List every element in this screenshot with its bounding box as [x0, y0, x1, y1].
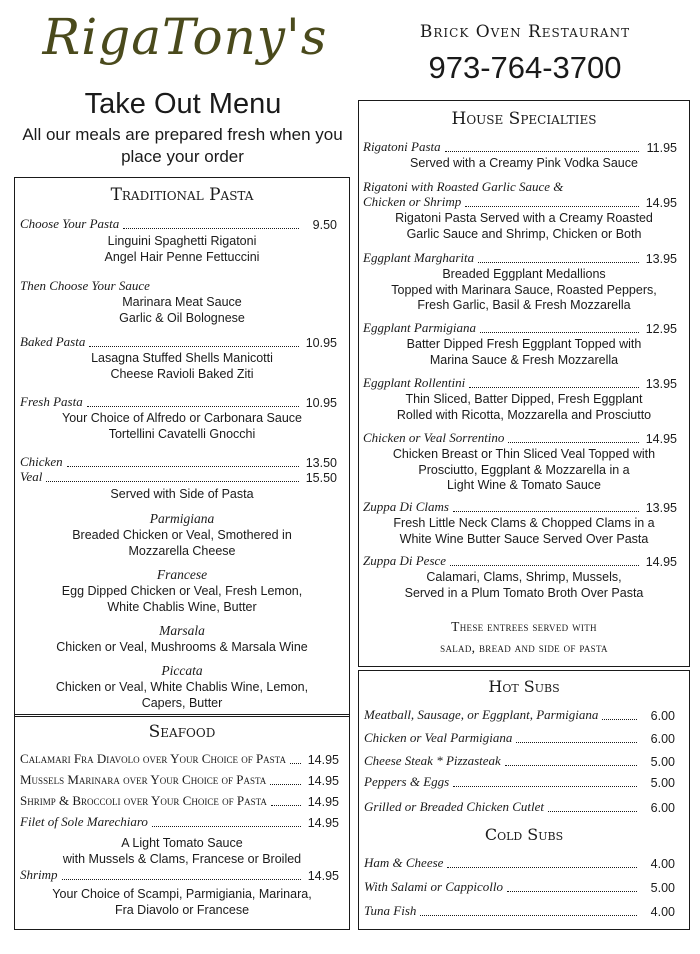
item-description: Your Choice of Scampi, Parmigiania, Marinara, Fra Diavolo or Francese: [52, 887, 312, 917]
item-description: Served with Side of Pasta: [110, 487, 254, 501]
traditional-pasta-section: [14, 177, 350, 717]
style-name: Marsala: [159, 623, 205, 638]
menu-item: Eggplant Parmigiana 12.95: [363, 320, 677, 336]
menu-item: Then Choose Your Sauce: [20, 278, 150, 293]
item-description: Your Choice of Alfredo or Carbonara Sauce Tortellini Cavatelli Gnocchi: [62, 411, 302, 441]
menu-item: Zuppa Di Clams 13.95: [363, 499, 677, 515]
menu-item: Peppers & Eggs 5.00: [364, 774, 675, 790]
menu-title: Take Out Menu: [84, 88, 282, 120]
menu-item: Mussels Marinara over Your Choice of Pasta 14.95: [20, 772, 339, 788]
style-name: Piccata: [161, 663, 203, 678]
menu-item: Choose Your Pasta 9.50: [20, 216, 337, 232]
menu-item: Rigatoni with Roasted Garlic Sauce &: [363, 179, 564, 194]
subs-section: [358, 670, 690, 930]
menu-item: Ham & Cheese 4.00: [364, 855, 675, 871]
item-description: Breaded Eggplant Medallions Topped with Marinara Sauce, Roasted Peppers, Fresh Garlic, Basil & Fresh Mozzarella: [391, 267, 657, 312]
menu-item: Calamari Fra Diavolo over Your Choice of Pasta 14.95: [20, 751, 339, 767]
style-name: Parmigiana: [149, 511, 215, 526]
item-description: Rigatoni Pasta Served with a Creamy Roasted Garlic Sauce and Shrimp, Chicken or Both: [395, 211, 653, 241]
menu-item: Rigatoni Pasta 11.95: [363, 139, 677, 155]
item-description: Served with a Creamy Pink Vodka Sauce: [410, 156, 638, 170]
menu-item: Veal 15.50: [20, 469, 337, 485]
seafood-section: [14, 714, 350, 930]
item-description: Chicken or Veal, Mushrooms & Marsala Wine: [56, 640, 308, 654]
menu-item: Grilled or Breaded Chicken Cutlet 6.00: [364, 799, 675, 815]
item-description: Batter Dipped Fresh Eggplant Topped with Marina Sauce & Fresh Mozzarella: [406, 337, 642, 367]
item-description: A Light Tomato Sauce with Mussels & Clams, Francese or Broiled: [62, 836, 302, 866]
item-description: Chicken or Veal, White Chablis Wine, Lemon, Capers, Butter: [55, 680, 309, 710]
section-title: Traditional Pasta: [110, 185, 254, 205]
item-description: Breaded Chicken or Veal, Smothered in Mozzarella Cheese: [72, 528, 292, 558]
menu-item: Eggplant Margharita 13.95: [363, 250, 677, 266]
item-description: Thin Sliced, Batter Dipped, Fresh Eggplant Rolled with Ricotta, Mozzarella and Prosciutto: [396, 392, 652, 422]
house-specialties-section: [358, 100, 690, 667]
restaurant-logo: RigaTony's: [42, 8, 328, 66]
menu-item: Shrimp 14.95: [20, 867, 339, 883]
menu-item: Chicken or Veal Parmigiana 6.00: [364, 730, 675, 746]
cold-subs-title: Cold Subs: [484, 825, 564, 844]
item-description: Chicken Breast or Thin Sliced Veal Topped with Prosciutto, Eggplant & Mozzarella in a Light Wine & Tomato Sauce: [392, 447, 656, 492]
item-description: Egg Dipped Chicken or Veal, Fresh Lemon, White Chablis Wine, Butter: [61, 584, 303, 614]
menu-item: Chicken or Shrimp 14.95: [363, 194, 677, 210]
item-description: Lasagna Stuffed Shells Manicotti Cheese Ravioli Baked Ziti: [91, 351, 273, 381]
item-description: Linguini Spaghetti Rigatoni Angel Hair Penne Fettuccini: [104, 234, 260, 264]
menu-item: Meatball, Sausage, or Eggplant, Parmigiana 6.00: [364, 707, 675, 723]
item-description: Marinara Meat Sauce Garlic & Oil Bolognese: [119, 295, 245, 325]
hot-subs-title: Hot Subs: [488, 677, 560, 696]
tagline: All our meals are prepared fresh when you place your order: [22, 125, 343, 166]
menu-item: Filet of Sole Marechiaro 14.95: [20, 814, 339, 830]
menu-item: Fresh Pasta 10.95: [20, 394, 337, 410]
menu-item: Chicken or Veal Sorrentino 14.95: [363, 430, 677, 446]
menu-item: Shrimp & Broccoli over Your Choice of Pasta 14.95: [20, 793, 339, 809]
entree-note: These entrees served with: [451, 619, 597, 634]
entree-note: salad, bread and side of pasta: [440, 640, 608, 655]
section-title: Seafood: [148, 722, 216, 742]
item-description: Calamari, Clams, Shrimp, Mussels, Served in a Plum Tomato Broth Over Pasta: [404, 570, 644, 600]
item-description: Fresh Little Neck Clams & Chopped Clams in a White Wine Butter Sauce Served Over Pasta: [393, 516, 655, 546]
menu-item: Tuna Fish 4.00: [364, 903, 675, 919]
menu-item: With Salami or Cappicollo 5.00: [364, 879, 675, 895]
menu-item: Zuppa Di Pesce 14.95: [363, 553, 677, 569]
phone-number: 973-764-3700: [428, 50, 622, 85]
menu-item: Chicken 13.50: [20, 454, 337, 470]
restaurant-type: Brick Oven Restaurant: [419, 22, 631, 42]
section-title: House Specialties: [451, 109, 597, 129]
style-name: Francese: [156, 567, 208, 582]
menu-item: Eggplant Rollentini 13.95: [363, 375, 677, 391]
menu-item: Baked Pasta 10.95: [20, 334, 337, 350]
menu-item: Cheese Steak * Pizzasteak 5.00: [364, 753, 675, 769]
